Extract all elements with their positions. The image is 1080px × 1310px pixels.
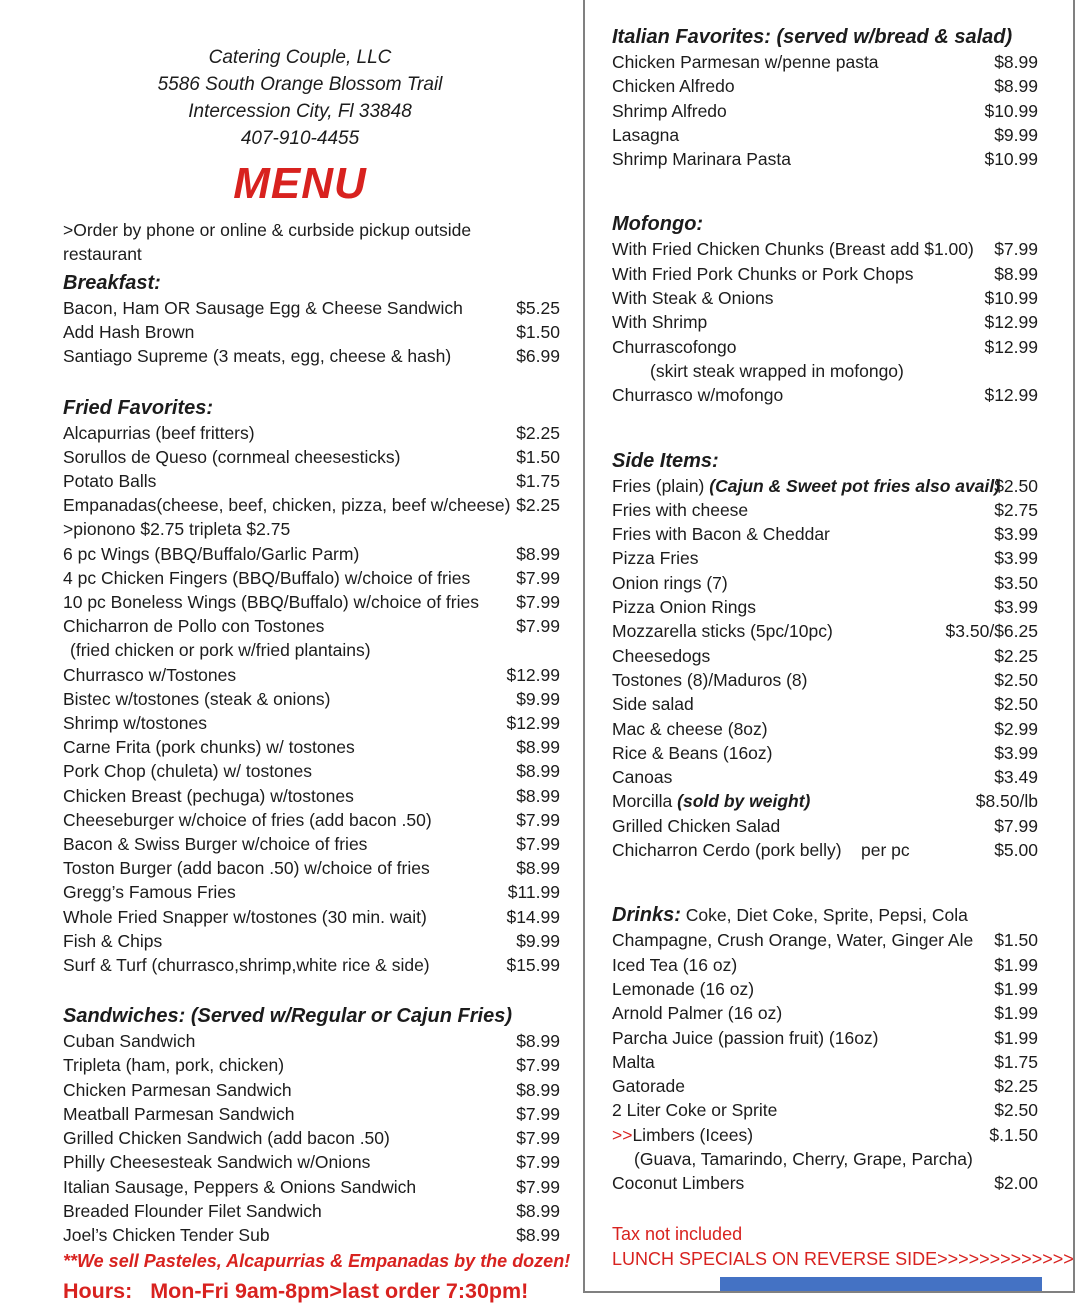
menu-item-row [612,1074,1073,1098]
item-name: Grilled Chicken Salad [612,815,781,836]
menu-item-row [63,421,560,445]
item-name: >>Limbers (Icees) [612,1124,754,1145]
item-price: $2.50 [994,1100,1038,1121]
item-price: $1.99 [994,1027,1038,1048]
menu-item-row [63,663,560,687]
menu-item-row [63,542,560,566]
menu-item-row [63,296,560,320]
menu-item-row [612,1171,1073,1195]
item-name: 4 pc Chicken Fingers (BBQ/Buffalo) w/choice of fries [63,567,471,588]
menu-item-row [612,335,1073,359]
item-name: Shrimp Marinara Pasta [612,149,791,170]
menu-item-row [612,928,1073,952]
item-name: Side salad [612,694,694,715]
item-name: (fried chicken or pork w/fried plantains) [70,640,371,661]
item-name: Carne Frita (pork chunks) w/ tostones [63,737,355,758]
item-price: $7.99 [516,1055,560,1076]
item-price: $1.99 [994,1003,1038,1024]
menu-item-row [63,687,560,711]
menu-item-row [63,905,560,929]
item-name: (Guava, Tamarindo, Cherry, Grape, Parcha) [634,1148,973,1169]
menu-item-row [63,1199,560,1223]
business-address-line2: Intercession City, Fl 33848 [188,101,412,122]
menu-item-row [63,614,560,638]
item-price: $8.99 [516,858,560,879]
menu-item-row [612,237,1073,261]
red-prefix: >> [612,1124,633,1145]
item-price: $10.99 [984,149,1038,170]
menu-item-row [63,1126,560,1150]
item-price: $15.99 [506,955,560,976]
item-price: $2.75 [994,499,1038,520]
item-name: Meatball Parmesan Sandwich [63,1103,295,1124]
menu-item-row [63,784,560,808]
item-name: Bacon, Ham OR Sausage Egg & Cheese Sandwich [63,298,463,318]
item-price: $8.99 [516,543,560,564]
item-price: $2.00 [994,1173,1038,1194]
item-price: $12.99 [506,664,560,685]
item-price: $2.25 [994,1076,1038,1097]
menu-item-row [612,619,1073,643]
item-name: Chicken Breast (pechuga) w/tostones [63,785,354,806]
item-price: $1.50 [516,322,560,343]
business-phone: 407-910-4455 [240,128,360,149]
menu-item-row [63,759,560,783]
item-name: Bacon & Swiss Burger w/choice of fries [63,834,368,855]
menu-title: MENU [233,159,367,208]
menu-item-row [63,1102,560,1126]
item-price: $9.99 [994,124,1038,145]
item-name: Alcapurrias (beef fritters) [63,422,255,443]
item-name: Shrimp w/tostones [63,713,207,734]
item-name: Surf & Turf (churrasco,shrimp,white rice & side) [63,955,430,976]
section-title-text: Sandwiches: (Served w/Regular or Cajun Fries) [63,1005,513,1028]
menu-item-row [612,522,1073,546]
item-name: Cheesedogs [612,645,711,666]
menu-item-row [63,445,560,469]
menu-item-row [612,286,1073,310]
item-name: Chicken Parmesan w/penne pasta [612,52,879,72]
section-title-inline: Coke, Diet Coke, Sprite, Pepsi, Cola [680,905,968,926]
item-name: Chicken Parmesan Sandwich [63,1079,292,1100]
item-price: $7.99 [516,592,560,613]
item-name: Fries (plain) (Cajun & Sweet pot fries also avail) [612,475,1001,496]
item-name: Coconut Limbers [612,1173,745,1194]
item-price: $12.99 [506,713,560,734]
item-price: $2.25 [516,495,560,516]
dozen-footnote: **We sell Pasteles, Alcapurrias & Empanadas by the dozen! [63,1251,571,1272]
item-name: Sorullos de Queso (cornmeal cheesesticks) [63,446,401,467]
menu-item-row [612,359,1073,383]
hours-line: Hours: Mon-Fri 9am-8pm>last order 7:30pm! [63,1279,529,1304]
item-name: Lasagna [612,124,680,145]
menu-item-row [63,711,560,735]
section-title [63,395,560,421]
item-price: $7.99 [516,1128,560,1149]
item-name: Cheeseburger w/choice of fries (add bacon .50) [63,809,432,830]
left-menu-sections [40,270,560,1247]
item-name: Breaded Flounder Filet Sandwich [63,1200,322,1221]
item-name: Toston Burger (add bacon .50) w/choice of fries [63,858,430,879]
item-name: Fries with cheese [612,499,749,520]
business-header [40,0,560,152]
menu-item-row [63,735,560,759]
item-name: Churrascofongo [612,336,737,357]
item-price: $8.99 [516,785,560,806]
item-name: Tostones (8)/Maduros (8) [612,669,808,690]
item-price: $7.99 [516,834,560,855]
item-name: Mozzarella sticks (5pc/10pc) [612,621,833,642]
menu-item-row [612,50,1073,74]
item-name: With Steak & Onions [612,288,774,309]
item-price: $1.99 [994,954,1038,975]
item-note: (sold by weight) [672,791,811,812]
item-price: $9.99 [516,930,560,951]
item-name: Onion rings (7) [612,572,728,593]
item-note: (Cajun & Sweet pot fries also avail) [704,475,1001,496]
item-price: $14.99 [506,906,560,927]
menu-item-row [63,1150,560,1174]
item-price: $8.99 [516,1031,560,1052]
item-price: $3.49 [994,767,1038,788]
item-price: $6.99 [516,346,560,367]
item-price: $3.50/$6.25 [945,621,1038,642]
item-price: $10.99 [984,100,1038,121]
item-price: $8.99 [516,761,560,782]
menu-item-row [63,808,560,832]
menu-item-row [612,1098,1073,1122]
menu-item-row [612,262,1073,286]
section-title-text: Drinks: [612,904,681,927]
menu-section [612,448,1073,863]
menu-item-row [612,1026,1073,1050]
item-price: $8.99 [994,263,1038,284]
item-name: Potato Balls [63,471,157,492]
menu-item-row [612,123,1073,147]
tax-note: Tax not included [612,1223,743,1244]
item-price: $9.99 [516,688,560,709]
item-price: $8.50/lb [975,791,1038,812]
item-name: Gatorade [612,1076,685,1097]
item-name: Lemonade (16 oz) [612,978,755,999]
menu-item-row [612,474,1073,498]
item-name: >pionono $2.75 tripleta $2.75 [63,519,291,540]
menu-item-row [612,668,1073,692]
item-name: Joel’s Chicken Tender Sub [63,1224,270,1245]
menu-section [40,395,560,978]
item-name: With Fried Chicken Chunks (Breast add $1.00) [612,239,974,260]
item-price: $7.99 [516,1103,560,1124]
item-name: Mac & cheese (8oz) [612,718,768,739]
section-title [612,24,1073,50]
section-title [612,211,1073,237]
menu-item-row [612,977,1073,1001]
menu-item-row [612,310,1073,334]
menu-item-row [612,595,1073,619]
menu-item-row [63,638,560,662]
section-title-text: Italian Favorites: (served w/bread & salad) [612,26,1013,48]
lunch-specials-note: LUNCH SPECIALS ON REVERSE SIDE>>>>>>>>>>>>> [612,1248,1074,1269]
item-name: Canoas [612,767,673,788]
item-name: Champagne, Crush Orange, Water, Ginger Ale [612,930,974,951]
item-name: Parcha Juice (passion fruit) (16oz) [612,1027,879,1048]
item-price: $10.99 [984,288,1038,309]
business-name: Catering Couple, LLC [208,47,392,68]
item-name: Fries with Bacon & Cheddar [612,524,830,545]
item-price: $12.99 [984,385,1038,406]
item-name: Churrasco w/Tostones [63,664,237,685]
menu-item-row [63,590,560,614]
section-title-text: Side Items: [612,449,719,472]
item-name: Churrasco w/mofongo [612,385,784,406]
item-name: Italian Sausage, Peppers & Onions Sandwich [63,1176,417,1197]
menu-item-row [612,953,1073,977]
item-price: $12.99 [984,312,1038,333]
menu-item-row [612,147,1073,171]
item-price: $8.99 [516,737,560,758]
menu-item-row [63,469,560,493]
item-name: Bistec w/tostones (steak & onions) [63,688,331,709]
item-price: $.1.50 [989,1124,1038,1145]
section-title [612,902,1073,928]
menu-item-row [612,1147,1073,1171]
menu-section [612,211,1073,407]
item-price: $8.99 [516,1224,560,1245]
menu-item-row [612,498,1073,522]
menu-item-row [612,1123,1073,1147]
item-name: With Shrimp [612,312,708,333]
section-title-text: Mofongo: [612,213,704,236]
menu-item-row [63,566,560,590]
item-price: $2.25 [994,645,1038,666]
menu-item-row [63,517,560,541]
menu-item-row [63,1029,560,1053]
menu-item-row [63,344,560,368]
menu-item-row [612,741,1073,765]
menu-item-row [63,929,560,953]
item-name: 10 pc Boneless Wings (BBQ/Buffalo) w/choice of fries [63,592,479,613]
menu-item-row [63,1223,560,1247]
item-price: $5.25 [516,298,560,318]
item-name: Chicharron Cerdo (pork belly) per pc [612,840,910,861]
blue-bar [720,1277,1042,1291]
item-name: 6 pc Wings (BBQ/Buffalo/Garlic Parm) [63,543,360,564]
section-title [612,448,1073,474]
item-price: $1.50 [994,930,1038,951]
item-name: Add Hash Brown [63,322,195,343]
section-title [63,270,560,296]
item-name: (skirt steak wrapped in mofongo) [650,360,904,381]
menu-section [612,24,1073,171]
section-title-text: Fried Favorites: [63,396,214,419]
item-name: Pork Chop (chuleta) w/ tostones [63,761,313,782]
menu-item-row [63,1078,560,1102]
item-price: $7.99 [994,239,1038,260]
menu-item-row [63,1175,560,1199]
item-price: $3.50 [994,572,1038,593]
item-price: $8.99 [516,1200,560,1221]
menu-item-row [63,880,560,904]
item-name: Grilled Chicken Sandwich (add bacon .50) [63,1128,390,1149]
item-price: $1.99 [994,978,1038,999]
item-price: $3.99 [994,548,1038,569]
item-price: $12.99 [984,336,1038,357]
item-price: $2.50 [994,694,1038,715]
menu-item-row [612,546,1073,570]
menu-section [40,1003,560,1247]
menu-item-row [63,320,560,344]
item-price: $8.99 [994,52,1038,72]
item-price: $1.50 [516,446,560,467]
right-column-box [583,0,1075,1293]
item-name: Pizza Fries [612,548,699,569]
item-name: Arnold Palmer (16 oz) [612,1003,783,1024]
item-name: Philly Cheesesteak Sandwich w/Onions [63,1152,371,1173]
menu-item-row [612,789,1073,813]
menu-item-row [612,838,1073,862]
menu-item-row [612,765,1073,789]
item-name: Iced Tea (16 oz) [612,954,738,975]
menu-item-row [612,99,1073,123]
right-menu-sections [612,24,1073,1196]
menu-item-row [63,1053,560,1077]
item-price: $7.99 [516,616,560,637]
menu-item-row [612,571,1073,595]
menu-item-row [612,383,1073,407]
left-column [40,0,571,1306]
menu-item-row [63,953,560,977]
menu-item-row [63,832,560,856]
item-name: Chicharron de Pollo con Tostones [63,616,325,637]
item-name: Rice & Beans (16oz) [612,742,773,763]
item-name: Gregg’s Famous Fries [63,882,236,903]
menu-item-row [63,493,560,517]
item-name: Malta [612,1051,655,1072]
item-name: Chicken Alfredo [612,76,735,97]
item-price: $8.99 [994,76,1038,97]
menu-item-row [612,1050,1073,1074]
item-price: $2.99 [994,718,1038,739]
item-name: Fish & Chips [63,930,163,951]
item-price: $5.00 [994,840,1038,861]
item-name: Pizza Onion Rings [612,597,756,618]
item-price: $2.25 [516,422,560,443]
item-name: Santiago Supreme (3 meats, egg, cheese & hash) [63,346,452,367]
menu-item-row [63,856,560,880]
item-name: Empanadas(cheese, beef, chicken, pizza, beef w/cheese) [63,495,511,516]
order-note: >Order by phone or online & curbside pickup outside restaurant [63,220,472,264]
menu-section [40,270,560,369]
item-name: 2 Liter Coke or Sprite [612,1100,778,1121]
item-price: $7.99 [516,567,560,588]
item-price: $7.99 [516,1152,560,1173]
item-price: $11.99 [507,882,560,903]
menu-item-row [612,692,1073,716]
item-price: $1.75 [516,471,560,492]
section-title-text: Breakfast: [63,272,161,294]
item-price: $3.99 [994,524,1038,545]
item-price: $2.50 [994,475,1038,496]
item-price: $3.99 [994,597,1038,618]
menu-section [612,902,1073,1195]
item-price: $2.50 [994,669,1038,690]
item-name: Whole Fried Snapper w/tostones (30 min. wait) [63,906,427,927]
menu-item-row [612,644,1073,668]
menu-item-row [612,717,1073,741]
menu-item-row [612,74,1073,98]
item-name: Cuban Sandwich [63,1031,196,1052]
item-price: $7.99 [516,809,560,830]
menu-item-row [612,814,1073,838]
item-name: Shrimp Alfredo [612,100,727,121]
item-price: $1.75 [994,1051,1038,1072]
item-name: Tripleta (ham, pork, chicken) [63,1055,285,1076]
item-price: $7.99 [994,815,1038,836]
menu-item-row [612,1001,1073,1025]
item-name: With Fried Pork Chunks or Pork Chops [612,263,914,284]
item-price: $3.99 [994,742,1038,763]
section-title [63,1003,560,1029]
item-price: $8.99 [516,1079,560,1100]
item-price: $7.99 [516,1176,560,1197]
business-address-line1: 5586 South Orange Blossom Trail [157,74,443,95]
item-name: Morcilla (sold by weight) [612,791,811,812]
